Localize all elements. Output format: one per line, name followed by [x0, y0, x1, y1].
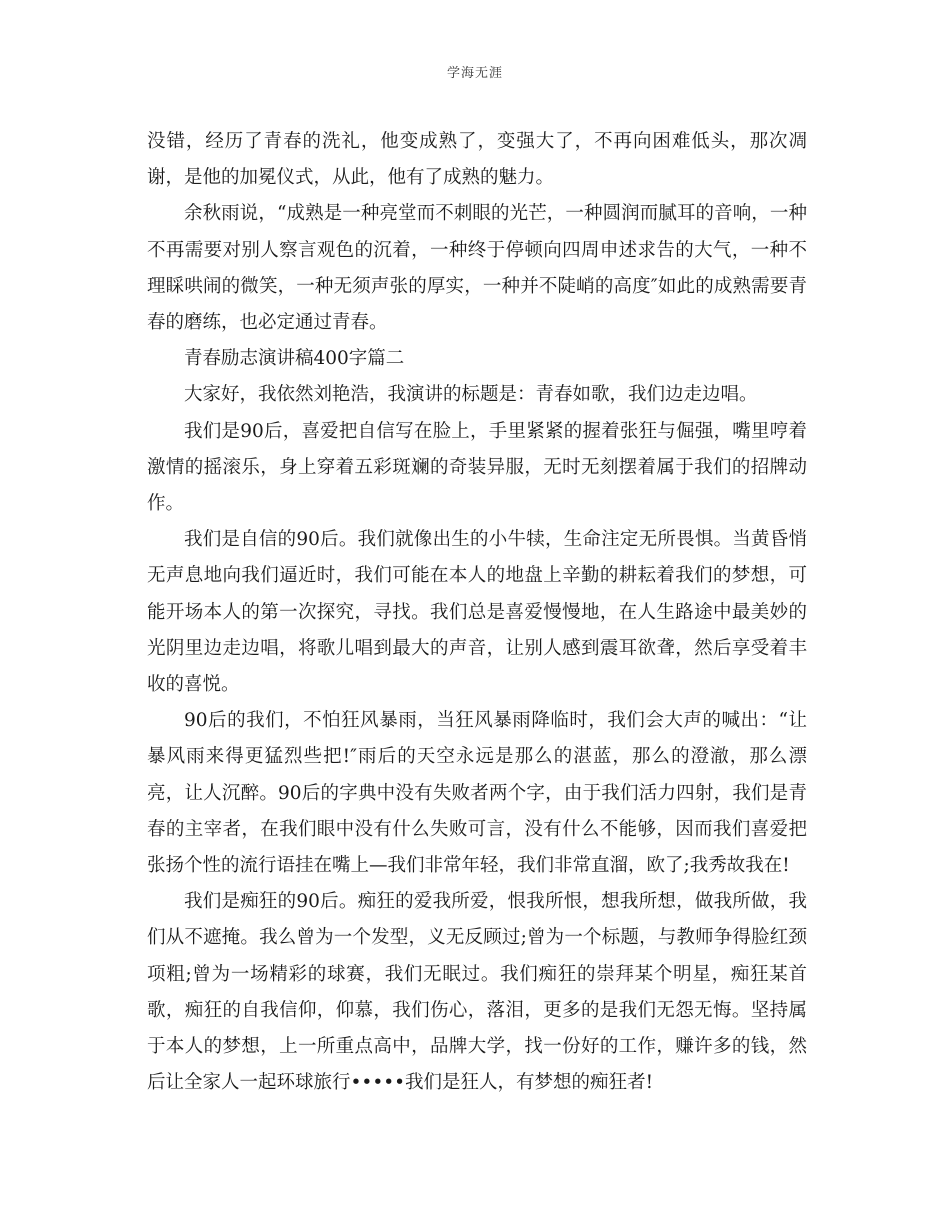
- paragraph: 大家好，我依然刘艳浩，我演讲的标题是：青春如歌，我们边走边唱。: [184, 384, 758, 406]
- paragraph: 90后的我们，不怕狂风暴雨，当狂风暴雨降临时，我们会大声的喊出：“让暴风雨来得更猛烈些把!″雨后的天空永远是那么的湛蓝，那么的澄澈，那么漂亮，让人沉醉。90后的字典中没有失败者两个字，由于我们活力四射，我们是青春的主宰者，在我们眼中没有什么失败可言，没有什么不能够，因而我们喜爱把张扬个性的流行语挂在嘴上—我们非常年轻，我们非常直溜，欧了;我秀故我在!: [147, 710, 807, 877]
- section-title: 青春励志演讲稿400字篇二: [184, 348, 405, 370]
- page-header: 学海无涯: [446, 66, 503, 81]
- paragraph: 我们是痴狂的90后。痴狂的爱我所爱，恨我所恨，想我所想，做我所做，我们从不遮掩。我么曾为一个发型，义无反顾过;曾为一个标题，与教师争得脸红颈项粗;曾为一场精彩的球赛，我们无眠过。我们痴狂的崇拜某个明星，痴狂某首歌，痴狂的自我信仰，仰慕，我们伤心，落泪，更多的是我们无怨无悔。坚持属于本人的梦想，上一所重点高中，品牌大学，找一份好的工作，赚许多的钱，然后让全家人一起环球旅行•••••我们是狂人，有梦想的痴狂者!: [147, 891, 807, 1094]
- paragraph: 没错，经历了青春的洗礼，他变成熟了，变强大了，不再向困难低头，那次凋谢，是他的加冕仪式，从此，他有了成熟的魅力。: [147, 131, 807, 189]
- paragraph: 我们是90后，喜爱把自信写在脸上，手里紧紧的握着张狂与倔强，嘴里哼着激情的摇滚乐，身上穿着五彩斑斓的奇装异服，无时无刻摆着属于我们的招牌动作。: [147, 420, 807, 515]
- document-body: [147, 124, 807, 1101]
- paragraph: 余秋雨说，“成熟是一种亮堂而不刺眼的光芒，一种圆润而腻耳的音响，一种不再需要对别人察言观色的沉着，一种终于停顿向四周申述求告的大气，一种不理睬哄闹的微笑，一种无须声张的厚实，一种并不陡峭的高度″如此的成熟需要青春的磨练，也必定通过青春。: [147, 203, 807, 334]
- paragraph: 我们是自信的90后。我们就像出生的小牛犊，生命注定无所畏惧。当黄昏悄无声息地向我们逼近时，我们可能在本人的地盘上辛勤的耕耘着我们的梦想，可能开场本人的第一次探究，寻找。我们总是喜爱慢慢地，在人生路途中最美妙的光阴里边走边唱，将歌儿唱到最大的声音，让别人感到震耳欲聋，然后享受着丰收的喜悦。: [147, 529, 807, 696]
